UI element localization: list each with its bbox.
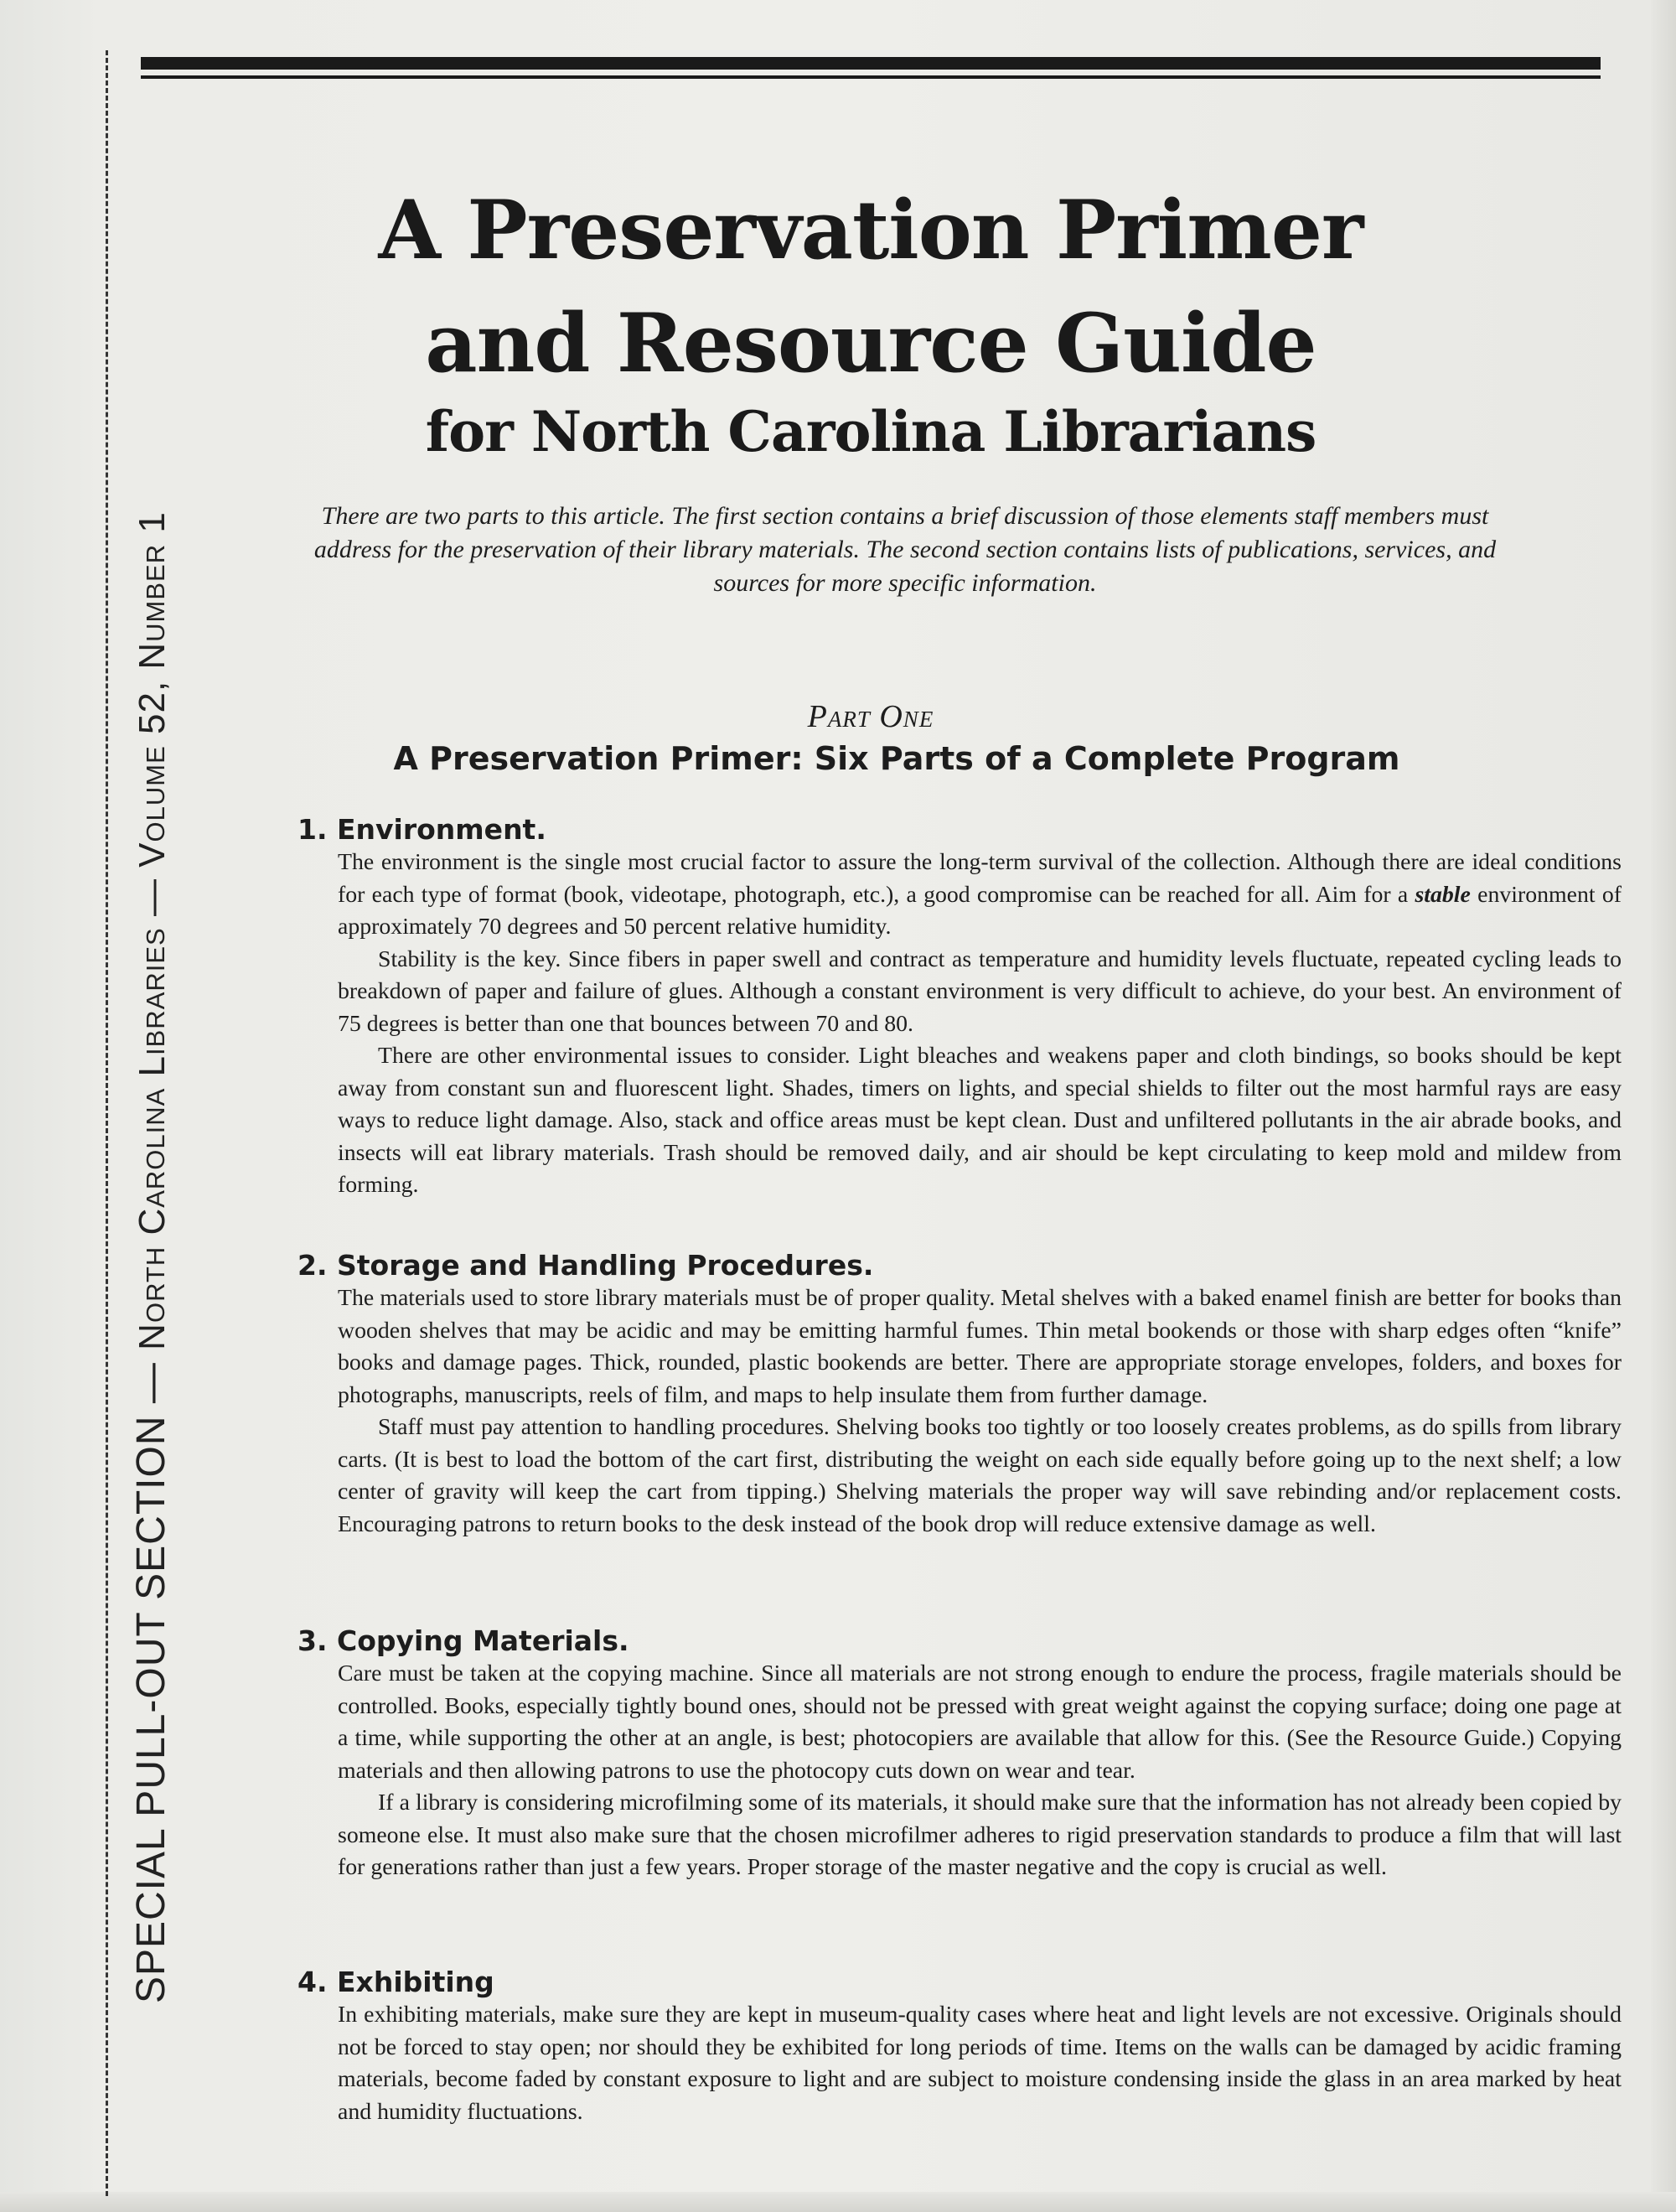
- section-exhibiting: [297, 1966, 1622, 2128]
- side-label-journal: North Carolina Libraries: [132, 927, 173, 1350]
- page-bottom-shadow: [0, 2192, 1676, 2212]
- article-intro: There are two parts to this article. The first section contains a brief discussion of those elements staff members must address for the preservation of their library materials. The second section contains lists of publications, services, and sources for more specific information.: [313, 502, 1497, 597]
- section-title: Exhibiting: [337, 1966, 494, 1998]
- page-edge-shadow: [1651, 0, 1676, 2212]
- paragraph: Stability is the key. Since fibers in paper swell and contract as temperature and humidity levels fluctuate, repeated cycling leads to breakdown of paper and failure of glues. Although a constant environment is very difficult to achieve, do your best. An environment of 75 degrees is better than one that bounces between 70 and 80.: [338, 945, 1622, 1037]
- top-rule-thick: [141, 57, 1601, 70]
- section-copying: [297, 1624, 1622, 1884]
- section-environment: [297, 813, 1622, 1202]
- paragraph: [338, 847, 1622, 944]
- section-storage-handling: [297, 1249, 1622, 1541]
- title-line-3: for North Carolina Librarians: [425, 399, 1316, 464]
- title-line-2: and Resource Guide: [425, 296, 1316, 391]
- top-rule-thin: [141, 75, 1601, 79]
- paragraph-text: The environment is the single most crucial factor to assure the long-term survival of the collection. Although there are ideal conditions for each type of format (book, videotape, photograph, etc.), a good compromise can be reached for all. Aim for a: [338, 849, 1622, 908]
- part-one-label: Part One: [807, 699, 934, 734]
- paragraph: The materials used to store library materials must be of proper quality. Metal shelves with a baked enamel finish are better for books than wooden shelves that may be acidic and may be emitting harmful fumes. Thin metal bookends or those with sharp edges often “knife” books and damage pages. Thick, rounded, plastic bookends are better. There are appropriate storage envelopes, folders, and boxes for photographs, manuscripts, reels of film, and maps to help insulate them from further damage.: [338, 1285, 1622, 1408]
- section-number: 3.: [297, 1624, 328, 1657]
- section-heading: [297, 1249, 1622, 1282]
- section-number: 4.: [297, 1966, 328, 1998]
- section-heading: [297, 813, 1622, 847]
- section-heading: [297, 1966, 1622, 1999]
- section-title: Storage and Handling Procedures.: [337, 1249, 874, 1282]
- title-line-1: A Preservation Primer: [378, 183, 1363, 277]
- dashed-tear-line: [106, 50, 108, 2196]
- section-number: 1.: [297, 813, 328, 846]
- paragraph-text: environment of approximately 70 degrees and 50 percent relative humidity.: [338, 881, 1622, 940]
- paragraph: In exhibiting materials, make sure they are kept in museum-quality cases where heat and light levels are not excessive. Originals should not be forced to stay open; nor should they be exhibited for long periods of time. Items on the walls can be damaged by acidic framing materials, become faded by constant exposure to light and are subject to moisture condensing inside the glass in an area marked by heat and humidity fluctuations.: [338, 2002, 1622, 2125]
- paragraph: If a library is considering microfilming some of its materials, it should make sure that the information has not already been copied by someone else. It must also make sure that the chosen microfilmer adheres to rigid preservation standards to produce a film that will last for generations rather than just a few years. Proper storage of the master negative and the copy is crucial as well.: [338, 1790, 1622, 1880]
- primer-heading: A Preservation Primer: Six Parts of a Complete Program: [393, 740, 1400, 777]
- side-label-special: SPECIAL PULL-OUT SECTION —: [129, 1349, 173, 2003]
- side-label-volume: — Volume 52, Number 1: [132, 511, 173, 928]
- section-number: 2.: [297, 1249, 328, 1282]
- paragraph: There are other environmental issues to consider. Light bleaches and weakens paper and cloth bindings, so books should be kept away from constant sun and fluorescent light. Shades, timers on lights, and special shields to filter out the most harmful rays are easy ways to reduce light damage. Also, stack and office areas must be kept clean. Dust and unfiltered pollutants in the air abrade books, and insects will eat library materials. Trash should be removed daily, and air should be kept circulating to keep mold and mildew from forming.: [338, 1043, 1622, 1198]
- paragraph: Care must be taken at the copying machine. Since all materials are not strong enough to endure the process, fragile materials should be controlled. Books, especially tightly bound ones, should not be pressed with great weight against the copying surface; doing one page at a time, while supporting the other at an angle, is best; photocopiers are available that allow for this. (See the Resource Guide.) Copying materials and then allowing patrons to use the photocopy cuts down on wear and tear.: [338, 1660, 1622, 1784]
- section-title: Environment.: [337, 813, 546, 846]
- paragraph: Staff must pay attention to handling procedures. Shelving books too tightly or too loosely creates problems, as do spills from library carts. (It is best to load the bottom of the cart first, distributing the weight on each side equally before going up to the next shelf; a low center of gravity will keep the cart from tipping.) Shelving materials the proper way will save rebinding and/or replacement costs. Encouraging patrons to return books to the desk instead of the book drop will reduce extensive damage as well.: [338, 1414, 1622, 1537]
- section-title: Copying Materials.: [337, 1624, 629, 1657]
- section-heading: [297, 1624, 1622, 1658]
- emphasis-stable: stable: [1415, 881, 1471, 908]
